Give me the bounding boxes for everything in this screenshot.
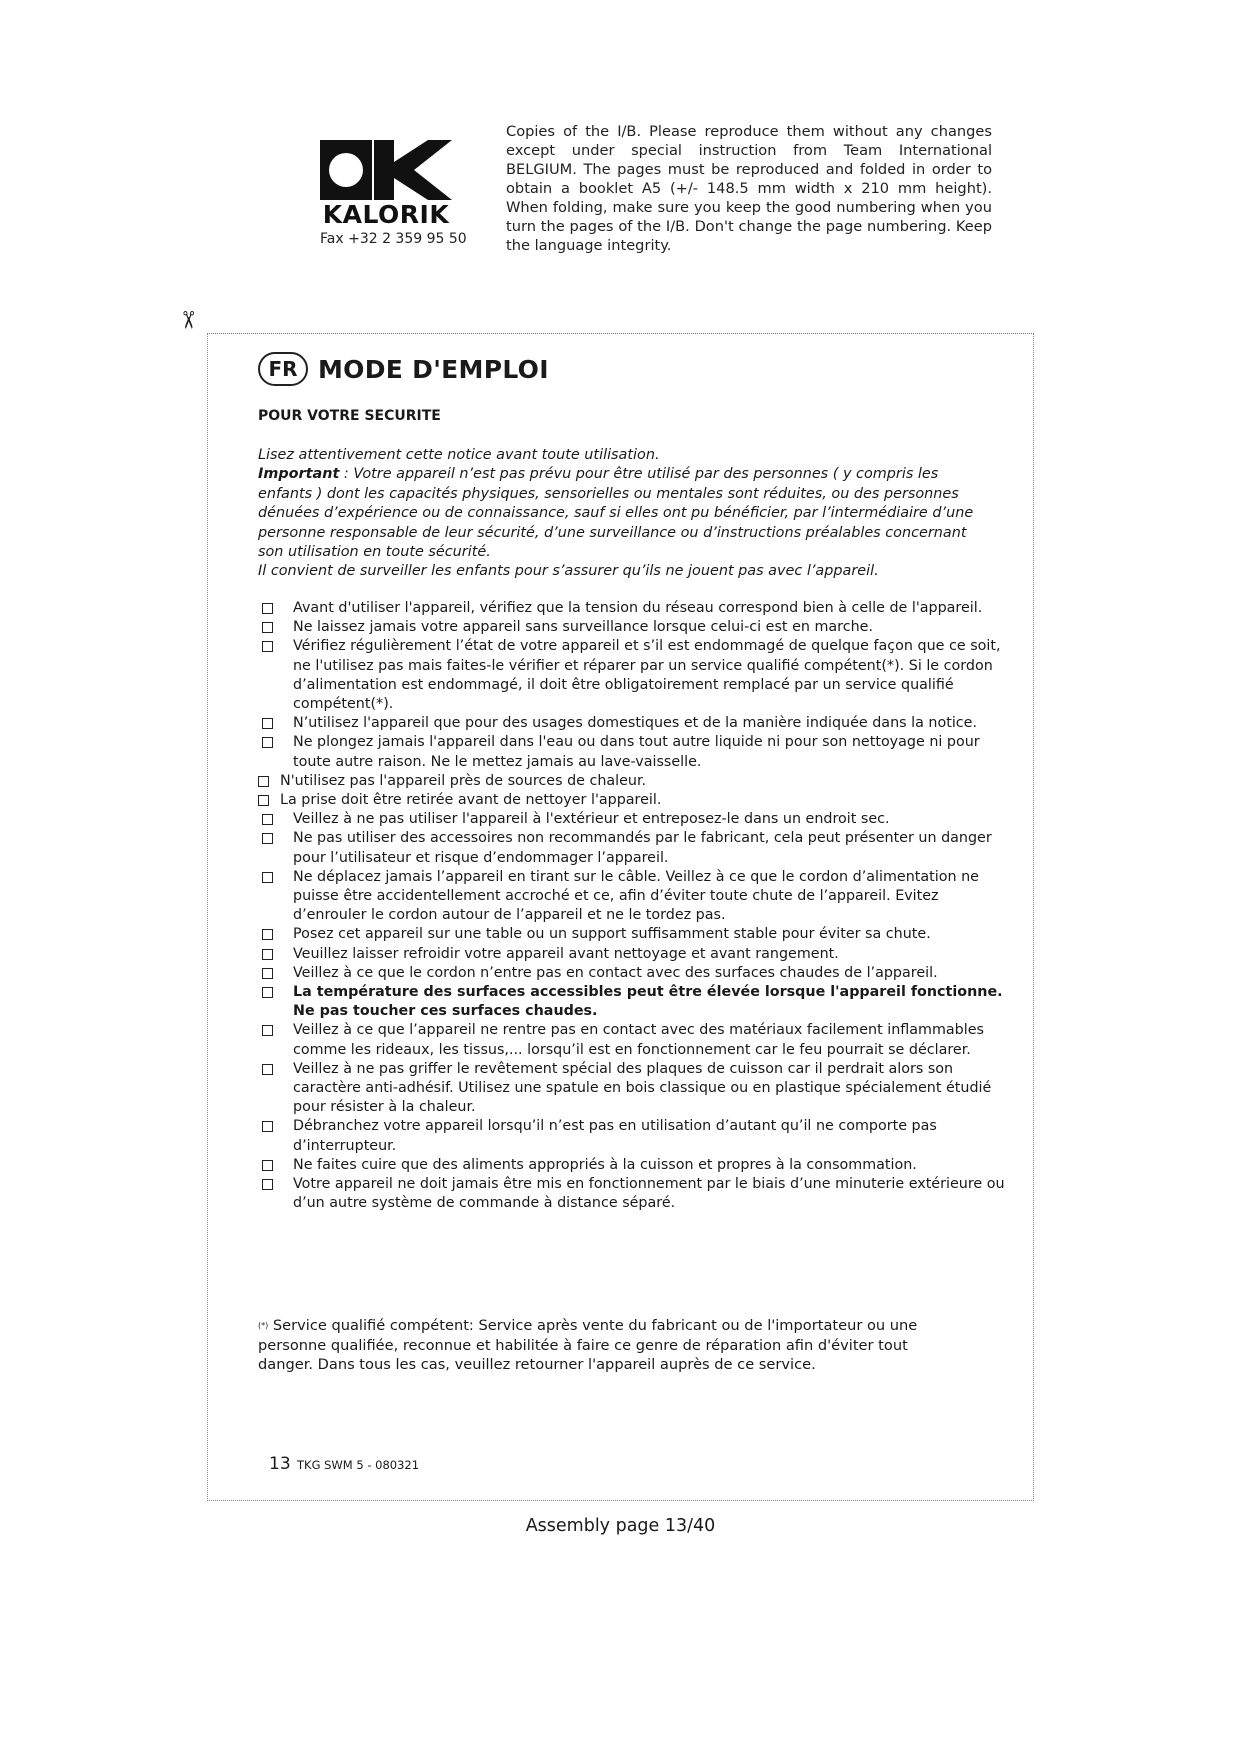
list-item-warning: La température des surfaces accessibles peut être élevée lorsque l'appareil fonctionne. Ne pas toucher ces surfaces chaudes. bbox=[258, 983, 1010, 1021]
list-item: Veillez à ce que le cordon n’entre pas en contact avec des surfaces chaudes de l’appareil. bbox=[258, 964, 1010, 983]
checkbox-icon bbox=[262, 814, 273, 825]
list-item: Ne pas utiliser des accessoires non recommandés par le fabricant, cela peut présenter un danger pour l’utilisateur et risque d’endommager l’appareil. bbox=[258, 829, 1010, 867]
footnote-text: Service qualifié compétent: Service après vente du fabricant ou de l'importateur ou une personne qualifiée, reconnue et habilitée à faire ce genre de réparation afin d'éviter tout danger. Dans tous les cas, veuillez retourner l'appareil auprès de ce service. bbox=[258, 1317, 918, 1374]
kalorik-logo-mark bbox=[318, 138, 454, 202]
checkbox-icon bbox=[262, 949, 273, 960]
intro-paragraph bbox=[258, 446, 988, 582]
important-label: Important bbox=[258, 466, 340, 483]
list-item: La prise doit être retirée avant de nettoyer l'appareil. bbox=[258, 791, 1010, 810]
list-item: Ne déplacez jamais l’appareil en tirant sur le câble. Veillez à ce que le cordon d’alimentation ne puisse être accidentellement accroché et ce, afin d’éviter toute chute de l’appareil. Evitez d’enrouler le cordon autour de l’appareil et ne le tordez pas. bbox=[258, 868, 1010, 926]
checkbox-icon bbox=[258, 795, 269, 806]
checkbox-icon bbox=[262, 1121, 273, 1132]
list-item: Veillez à ne pas utiliser l'appareil à l'extérieur et entreposez-le dans un endroit sec. bbox=[258, 810, 1010, 829]
footnote-mark: (*) bbox=[258, 1321, 269, 1330]
manual-title-row bbox=[258, 352, 549, 386]
checkbox-icon bbox=[262, 968, 273, 979]
checkbox-icon bbox=[262, 718, 273, 729]
checkbox-icon bbox=[262, 987, 273, 998]
checkbox-icon bbox=[262, 872, 273, 883]
list-item: Ne laissez jamais votre appareil sans surveillance lorsque celui-ci est en marche. bbox=[258, 618, 1010, 637]
fax-number: Fax +32 2 359 95 50 bbox=[320, 231, 467, 247]
checkbox-icon bbox=[262, 603, 273, 614]
assembly-page-label: Assembly page 13/40 bbox=[525, 1516, 716, 1536]
footnote bbox=[258, 1316, 958, 1375]
kalorik-logo-word: KALORIK bbox=[322, 200, 450, 229]
language-badge: FR bbox=[258, 352, 308, 386]
list-item: Veillez à ce que l’appareil ne rentre pas en contact avec des matériaux facilement inflammables comme les rideaux, les tissus,... lorsqu’il est en fonctionnement car le feu pourrait se déclarer. bbox=[258, 1021, 1010, 1059]
copies-note: Copies of the I/B. Please reproduce them without any changes except under special instruction from Team International BELGIUM. The pages must be reproduced and folded in order to obtain a booklet A5 (+/- 148.5 mm width x 210 mm height). When folding, make sure you keep the good numbering when you turn the pages of the I/B. Don't change the page numbering. Keep the language integrity. bbox=[506, 123, 992, 254]
list-item: Ne plongez jamais l'appareil dans l'eau ou dans tout autre liquide ni pour son nettoyage ni pour toute autre raison. Ne le mettez jamais au lave-vaisselle. bbox=[258, 733, 1010, 771]
list-item: Débranchez votre appareil lorsqu’il n’est pas en utilisation d’autant qu’il ne comporte pas d’interrupteur. bbox=[258, 1117, 1010, 1155]
page-number: 13 bbox=[269, 1454, 291, 1474]
important-paragraph bbox=[258, 465, 988, 562]
checkbox-icon bbox=[262, 737, 273, 748]
list-item: Avant d'utiliser l'appareil, vérifiez que la tension du réseau correspond bien à celle de l'appareil. bbox=[258, 599, 1010, 618]
list-item: Votre appareil ne doit jamais être mis en fonctionnement par le biais d’une minuterie extérieure ou d’un autre système de commande à distance séparé. bbox=[258, 1175, 1010, 1213]
checkbox-icon bbox=[262, 1179, 273, 1190]
list-item: Ne faites cuire que des aliments appropriés à la cuisson et propres à la consommation. bbox=[258, 1156, 1010, 1175]
important-text: : Votre appareil n’est pas prévu pour être utilisé par des personnes ( y compris les enfants ) dont les capacités physiques, sensorielles ou mentales sont réduites, ou des personnes dénuées d’expérience ou de connaissance, sauf si elles ont pu bénéficier, par l’intermédiaire d’une personne responsable de leur sécurité, d’une surveillance ou d’instructions préalables concernant son utilisation en toute sécurité. bbox=[258, 466, 974, 561]
list-item: Vérifiez régulièrement l’état de votre appareil et s’il est endommagé de quelque façon que ce soit, ne l'utilisez pas mais faites-le vérifier et réparer par un service qualifié compétent(*). Si le cordon d’alimentation est endommagé, il doit être obligatoirement remplacé par un service qualifié compétent(*). bbox=[258, 637, 1010, 714]
checkbox-icon bbox=[262, 929, 273, 940]
children-warning: Il convient de surveiller les enfants pour s’assurer qu’ils ne jouent pas avec l’appareil. bbox=[258, 563, 879, 580]
list-item: N’utilisez l'appareil que pour des usages domestiques et de la manière indiquée dans la notice. bbox=[258, 714, 1010, 733]
checkbox-icon bbox=[262, 622, 273, 633]
checkbox-icon bbox=[262, 833, 273, 844]
list-item: Veuillez laisser refroidir votre appareil avant nettoyage et avant rangement. bbox=[258, 945, 1010, 964]
intro-line: Lisez attentivement cette notice avant toute utilisation. bbox=[258, 447, 660, 463]
checkbox-icon bbox=[262, 641, 273, 652]
list-item: Veillez à ne pas griffer le revêtement spécial des plaques de cuisson car il perdrait alors son caractère anti-adhésif. Utilisez une spatule en bois classique ou en plastique spécialement étudié pour résister à la chaleur. bbox=[258, 1060, 1010, 1118]
checkbox-icon bbox=[262, 1064, 273, 1075]
list-item: N'utilisez pas l'appareil près de sources de chaleur. bbox=[258, 772, 1010, 791]
safety-list bbox=[258, 599, 1010, 1214]
document-reference: TKG SWM 5 - 080321 bbox=[297, 1458, 420, 1472]
page-title: MODE D'EMPLOI bbox=[318, 354, 549, 384]
checkbox-icon bbox=[262, 1160, 273, 1171]
checkbox-icon bbox=[262, 1025, 273, 1036]
scissors-icon: ✂ bbox=[174, 309, 203, 331]
checkbox-icon bbox=[258, 776, 269, 787]
list-item: Posez cet appareil sur une table ou un support suffisamment stable pour éviter sa chute. bbox=[258, 925, 1010, 944]
section-heading: POUR VOTRE SECURITE bbox=[258, 408, 441, 424]
kalorik-logo bbox=[318, 138, 458, 229]
